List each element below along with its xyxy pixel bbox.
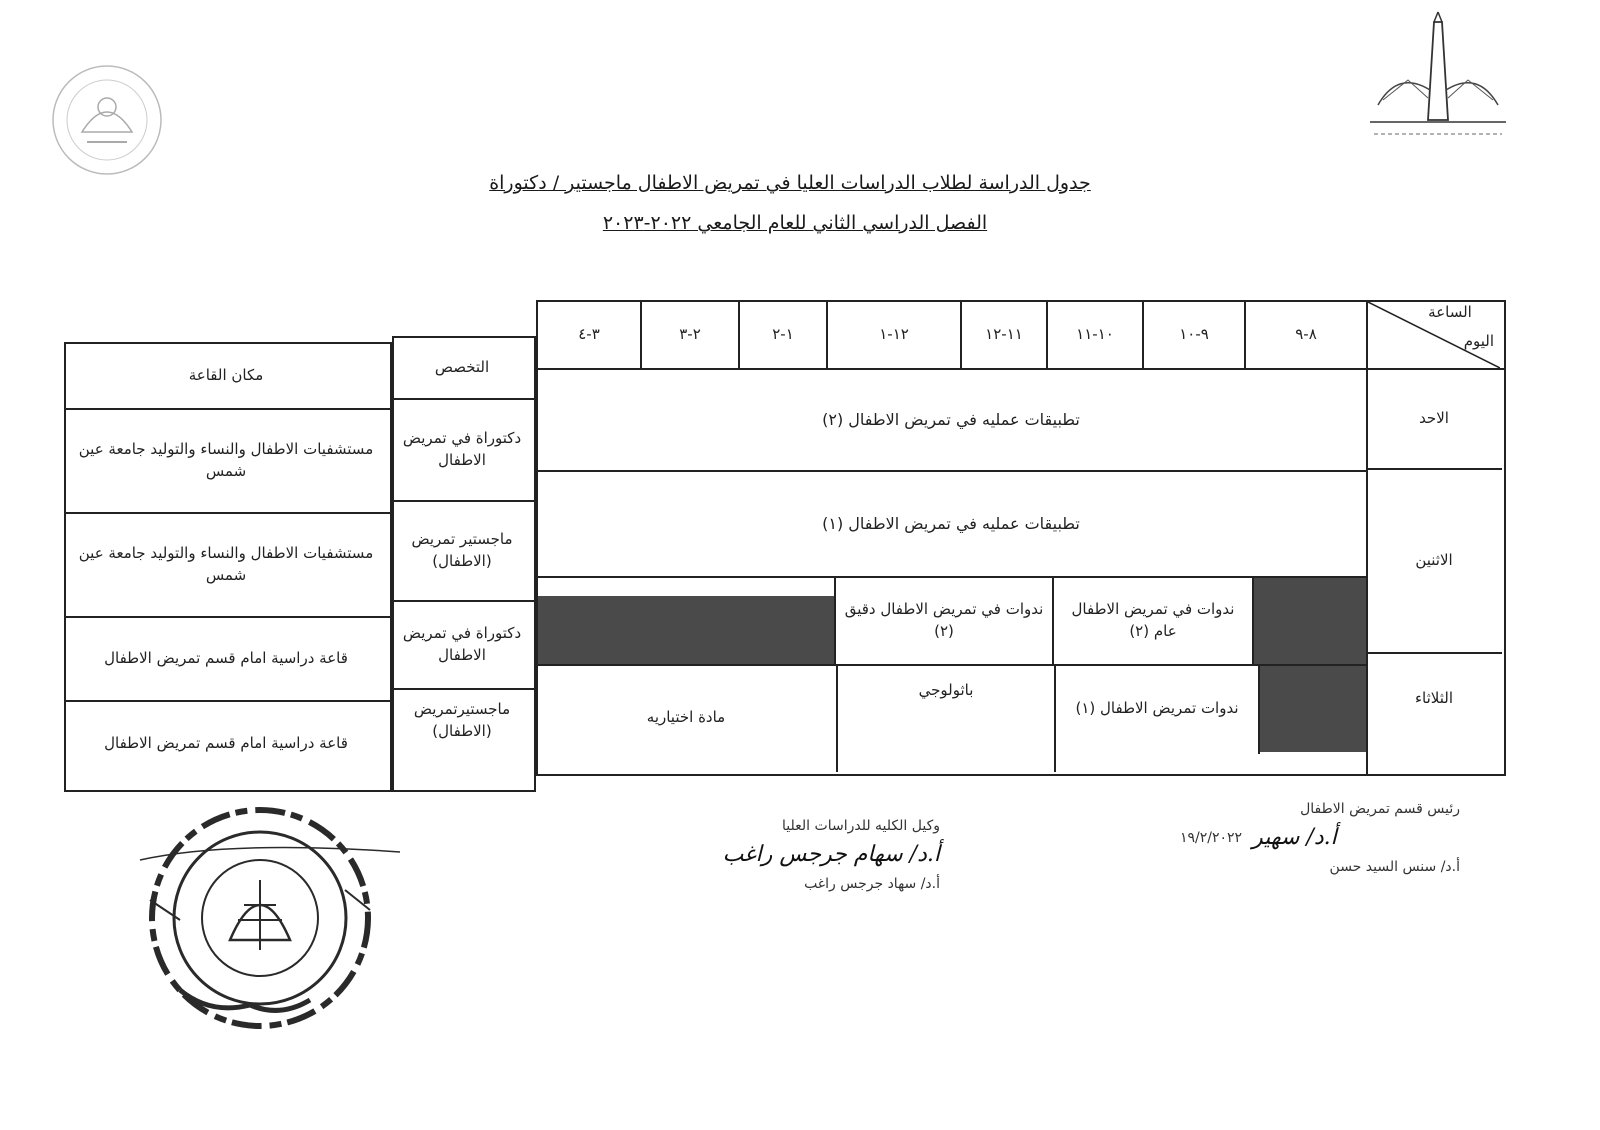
session-cell: ندوات في تمريض الاطفال دقيق (٢) bbox=[844, 600, 1044, 640]
day-monday: الاثنين bbox=[1415, 551, 1453, 570]
location-cell: قاعة دراسية امام قسم تمريض الاطفال bbox=[104, 734, 348, 753]
faculty-logo bbox=[32, 62, 182, 180]
specialty-cell: دكتوراة في تمريض الاطفال bbox=[402, 429, 522, 469]
session-cell: مادة اختياريه bbox=[646, 708, 726, 727]
handwritten-signature: أ.د/ سهام جرجس راغب bbox=[722, 842, 940, 868]
official-stamp bbox=[120, 800, 410, 1040]
specialty-cell: ماجستيرتمريض (الاطفال) bbox=[413, 700, 511, 740]
shaded-slot bbox=[538, 596, 834, 664]
time-slot-header: ٢-٣ bbox=[679, 325, 701, 344]
session-cell: ندوات في تمريض الاطفال عام (٢) bbox=[1071, 600, 1235, 640]
location-cell: قاعة دراسية امام قسم تمريض الاطفال bbox=[104, 649, 348, 668]
signatory-name: أ.د/ سهاد جرجس راغب bbox=[804, 875, 940, 892]
signature-title: رئيس قسم تمريض الاطفال bbox=[1300, 801, 1460, 817]
time-slot-header: ١١-١٢ bbox=[985, 325, 1023, 344]
session-cell: باثولوجي bbox=[918, 681, 974, 700]
session-cell: تطبيقات عمليه في تمريض الاطفال (١) bbox=[822, 514, 1080, 534]
location-cell: مستشفيات الاطفال والنساء والتوليد جامعة عين شمس bbox=[78, 440, 374, 480]
session-cell: تطبيقات عمليه في تمريض الاطفال (٢) bbox=[822, 410, 1080, 430]
shaded-slot bbox=[1252, 578, 1366, 664]
time-slot-header: ٩-١٠ bbox=[1179, 325, 1209, 344]
specialty-header: التخصص bbox=[434, 358, 490, 377]
location-header: مكان القاعة bbox=[188, 366, 264, 385]
corner-day-label: اليوم bbox=[1463, 332, 1494, 351]
university-logo bbox=[1368, 10, 1508, 150]
shaded-slot bbox=[1258, 666, 1366, 752]
schedule-title: جدول الدراسة لطلاب الدراسات العليا في تمريض الاطفال ماجستير / دكتوراة bbox=[489, 172, 1091, 194]
time-slot-header: ١-٢ bbox=[772, 325, 794, 344]
session-cell: ندوات تمريض الاطفال (١) bbox=[1075, 699, 1239, 718]
time-slot-header: ١٠-١١ bbox=[1076, 325, 1114, 344]
signatory-name: أ.د/ سنس السيد حسن bbox=[1329, 858, 1460, 875]
semester-subtitle: الفصل الدراسي الثاني للعام الجامعي ٢٠٢٢-٢٠٢٣ bbox=[602, 212, 988, 234]
day-sunday: الاحد bbox=[1419, 409, 1449, 428]
time-slot-header: ١٢-١ bbox=[879, 325, 909, 344]
vice-dean-signature-block bbox=[650, 815, 940, 895]
handwritten-signature: أ.د/ سهير bbox=[1252, 825, 1337, 851]
signature-title: وكيل الكليه للدراسات العليا bbox=[782, 818, 940, 834]
location-cell: مستشفيات الاطفال والنساء والتوليد جامعة عين شمس bbox=[78, 544, 374, 584]
specialty-cell: دكتوراة في تمريض الاطفال bbox=[402, 624, 522, 664]
signature-date: ١٩/٢/٢٠٢٢ bbox=[1180, 829, 1243, 846]
time-slot-header: ٨-٩ bbox=[1295, 325, 1317, 344]
day-tuesday: الثلاثاء bbox=[1415, 689, 1454, 708]
corner-time-label: الساعة bbox=[1428, 303, 1472, 322]
time-slot-header: ٣-٤ bbox=[578, 325, 600, 344]
department-head-signature-block bbox=[1180, 798, 1460, 878]
specialty-cell: ماجستير تمريض (الاطفال) bbox=[411, 530, 513, 570]
